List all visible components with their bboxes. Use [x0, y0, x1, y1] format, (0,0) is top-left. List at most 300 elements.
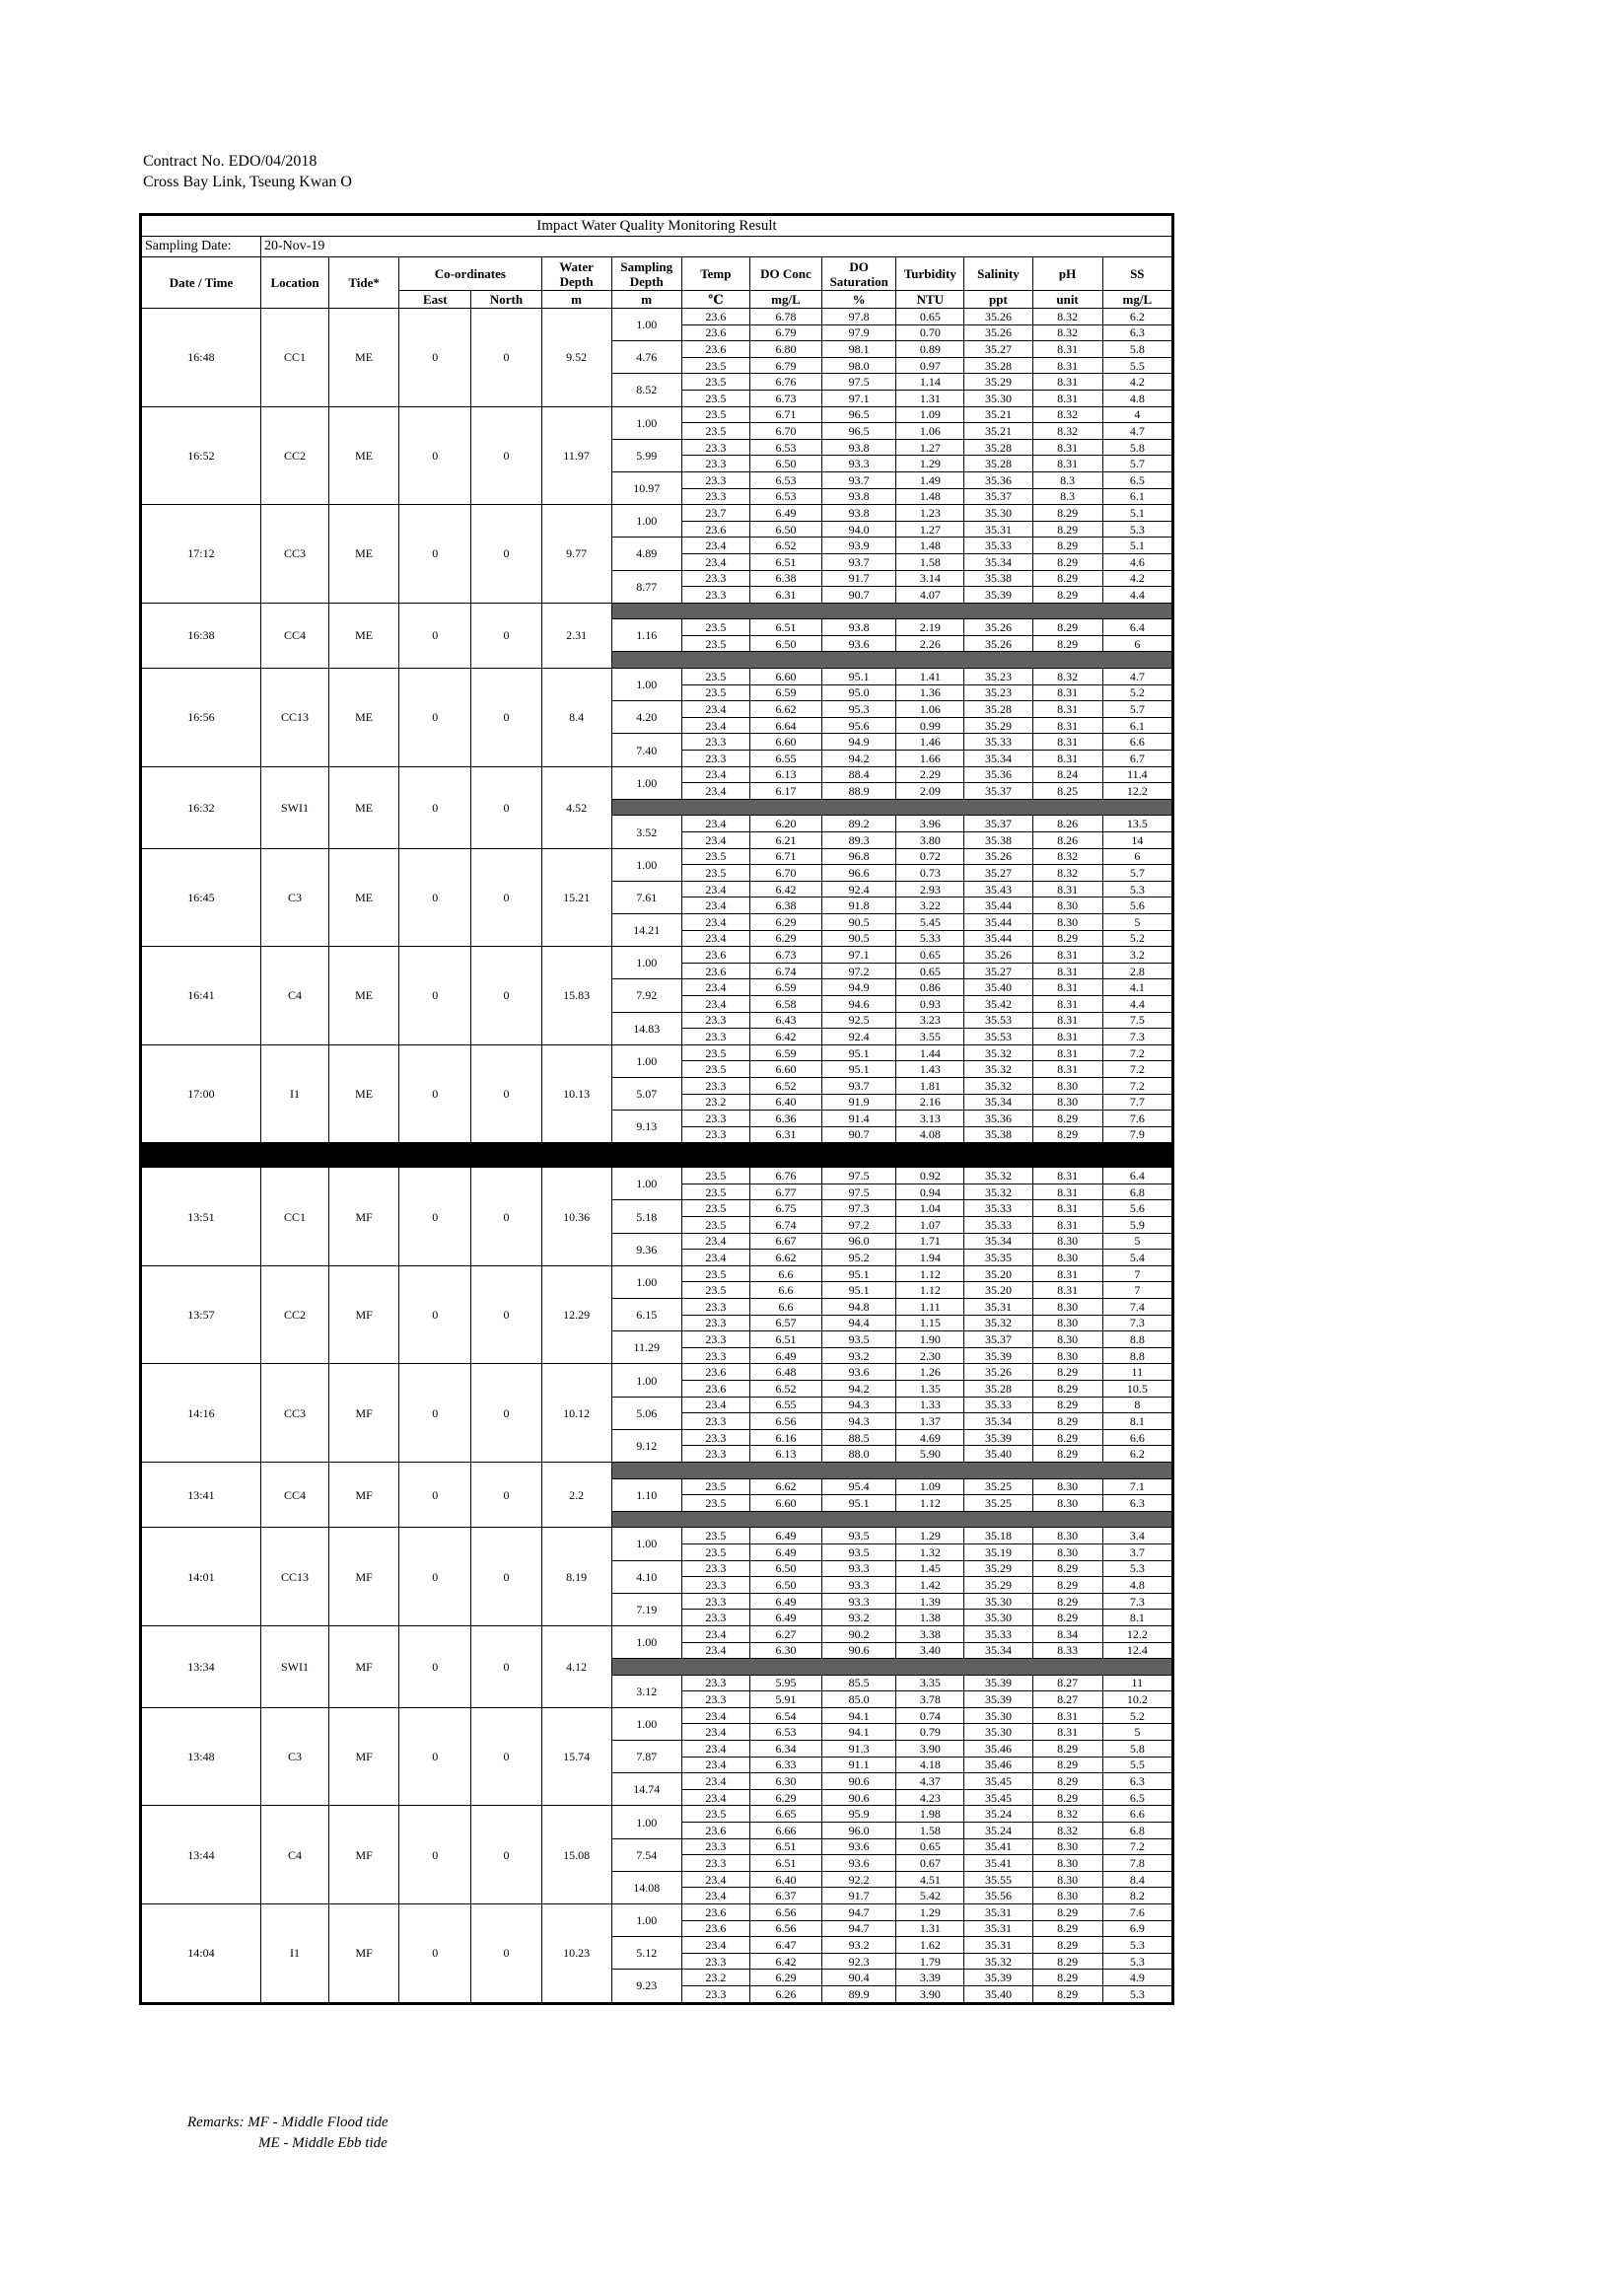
ph-value: 8.30 — [1032, 1838, 1102, 1855]
ss-value: 10.2 — [1102, 1691, 1172, 1708]
temp-value: 23.3 — [681, 1315, 749, 1331]
temp-value: 23.3 — [681, 488, 749, 505]
time-cell: 13:41 — [141, 1462, 261, 1527]
do-conc-value: 6.62 — [749, 1250, 821, 1266]
do-conc-value: 6.49 — [749, 1610, 821, 1626]
do-saturation-value: 93.6 — [822, 635, 896, 652]
do-saturation-value: 90.6 — [822, 1789, 896, 1806]
temp-value: 23.3 — [681, 1691, 749, 1708]
table-row — [141, 1265, 1173, 1282]
sampling-depth-cell: 8.52 — [611, 374, 681, 406]
east-cell: 0 — [399, 1168, 471, 1266]
ss-value: 2.8 — [1102, 963, 1172, 979]
temp-value: 23.3 — [681, 1855, 749, 1872]
do-saturation-value: 93.9 — [822, 538, 896, 554]
turbidity-value: 1.94 — [896, 1250, 964, 1266]
ss-value: 6.9 — [1102, 1920, 1172, 1937]
do-saturation-value: 96.0 — [822, 1233, 896, 1250]
ss-value: 6.6 — [1102, 1806, 1172, 1823]
do-conc-value: 6.62 — [749, 701, 821, 718]
ss-value: 11 — [1102, 1364, 1172, 1381]
ss-value: 7.2 — [1102, 1077, 1172, 1094]
salinity-value: 35.38 — [964, 1126, 1032, 1143]
ss-value: 5.3 — [1102, 1985, 1172, 2003]
project-name: Cross Bay Link, Tseung Kwan O — [143, 174, 352, 190]
do-saturation-value: 94.2 — [822, 751, 896, 767]
temp-value: 23.3 — [681, 1985, 749, 2003]
salinity-value: 35.44 — [964, 913, 1032, 930]
ss-value: 7.1 — [1102, 1478, 1172, 1495]
ss-value: 7 — [1102, 1265, 1172, 1282]
temp-value: 23.5 — [681, 1265, 749, 1282]
ss-value: 5.5 — [1102, 357, 1172, 374]
ss-value: 6.8 — [1102, 1823, 1172, 1839]
tide-separator — [141, 1143, 1173, 1168]
ph-value: 8.29 — [1032, 1560, 1102, 1577]
north-cell: 0 — [471, 1364, 541, 1463]
ss-value: 6.5 — [1102, 471, 1172, 488]
temp-value: 23.4 — [681, 1741, 749, 1758]
ph-value: 8.30 — [1032, 1347, 1102, 1364]
time-cell: 16:48 — [141, 309, 261, 407]
do-conc-value: 6.6 — [749, 1265, 821, 1282]
salinity-value: 35.32 — [964, 1077, 1032, 1094]
ph-value: 8.25 — [1032, 783, 1102, 800]
do-saturation-value: 91.9 — [822, 1094, 896, 1111]
salinity-value: 35.29 — [964, 1577, 1032, 1594]
east-cell: 0 — [399, 1364, 471, 1463]
location-cell: I1 — [260, 1904, 328, 2004]
table-row — [141, 1707, 1173, 1724]
ph-value: 8.31 — [1032, 995, 1102, 1012]
do-saturation-value: 97.1 — [822, 947, 896, 964]
temp-value: 23.5 — [681, 1061, 749, 1078]
turbidity-value: 3.13 — [896, 1111, 964, 1127]
do-saturation-value: 96.5 — [822, 423, 896, 440]
temp-value: 23.6 — [681, 1920, 749, 1937]
ph-value: 8.31 — [1032, 881, 1102, 897]
do-conc-value: 6.33 — [749, 1757, 821, 1773]
do-conc-value: 6.51 — [749, 1838, 821, 1855]
ss-value: 3.2 — [1102, 947, 1172, 964]
ss-value: 7.2 — [1102, 1838, 1172, 1855]
east-cell: 0 — [399, 505, 471, 604]
turbidity-value: 1.62 — [896, 1937, 964, 1954]
sampling-depth-cell: 11.29 — [611, 1331, 681, 1364]
sampling-depth-cell: 9.36 — [611, 1233, 681, 1265]
ph-value: 8.30 — [1032, 897, 1102, 914]
ss-value: 4.2 — [1102, 374, 1172, 391]
temp-value: 23.4 — [681, 913, 749, 930]
ss-value: 8.8 — [1102, 1331, 1172, 1348]
turbidity-value: 1.12 — [896, 1265, 964, 1282]
ss-value: 5.1 — [1102, 505, 1172, 522]
ss-value: 8.1 — [1102, 1413, 1172, 1430]
salinity-value: 35.36 — [964, 1111, 1032, 1127]
tide-cell: ME — [329, 669, 399, 767]
salinity-value: 35.33 — [964, 1200, 1032, 1217]
do-conc-value: 6.51 — [749, 1331, 821, 1348]
turbidity-value: 0.89 — [896, 341, 964, 358]
do-saturation-value: 93.6 — [822, 1364, 896, 1381]
do-conc-value: 6.49 — [749, 505, 821, 522]
turbidity-value: 3.22 — [896, 897, 964, 914]
turbidity-value: 2.09 — [896, 783, 964, 800]
temp-value: 23.3 — [681, 734, 749, 751]
ss-value: 10.5 — [1102, 1381, 1172, 1398]
salinity-value: 35.45 — [964, 1773, 1032, 1790]
ss-value: 5.3 — [1102, 1953, 1172, 1970]
temp-value: 23.3 — [681, 1446, 749, 1463]
ss-value: 7.7 — [1102, 1094, 1172, 1111]
do-conc-value: 5.95 — [749, 1675, 821, 1691]
ph-value: 8.32 — [1032, 865, 1102, 882]
do-conc-value: 6.59 — [749, 979, 821, 996]
ss-value: 5.2 — [1102, 930, 1172, 947]
water-depth-cell: 4.12 — [541, 1625, 611, 1707]
sampling-depth-cell: 1.00 — [611, 1168, 681, 1200]
salinity-value: 35.53 — [964, 1029, 1032, 1045]
tide-cell: MF — [329, 1707, 399, 1806]
col-sampling-depth: Sampling Depth — [611, 257, 681, 291]
ss-value: 5.5 — [1102, 1757, 1172, 1773]
ph-value: 8.29 — [1032, 930, 1102, 947]
salinity-value: 35.32 — [964, 1168, 1032, 1184]
time-cell: 16:32 — [141, 766, 261, 848]
salinity-value: 35.56 — [964, 1888, 1032, 1904]
temp-value: 23.4 — [681, 1397, 749, 1413]
ph-value: 8.29 — [1032, 1985, 1102, 2003]
turbidity-value: 1.12 — [896, 1495, 964, 1512]
do-conc-value: 6.60 — [749, 1061, 821, 1078]
time-cell: 16:38 — [141, 603, 261, 668]
do-saturation-value: 91.1 — [822, 1757, 896, 1773]
turbidity-value: 3.80 — [896, 832, 964, 849]
ph-value: 8.31 — [1032, 1168, 1102, 1184]
turbidity-value: 1.27 — [896, 439, 964, 456]
temp-value: 23.4 — [681, 1642, 749, 1659]
do-saturation-value: 93.3 — [822, 1593, 896, 1610]
do-saturation-value: 93.5 — [822, 1543, 896, 1560]
salinity-value: 35.41 — [964, 1838, 1032, 1855]
salinity-value: 35.40 — [964, 979, 1032, 996]
temp-value: 23.3 — [681, 1429, 749, 1446]
temp-value: 23.3 — [681, 1675, 749, 1691]
do-conc-value: 6.30 — [749, 1642, 821, 1659]
turbidity-value: 5.42 — [896, 1888, 964, 1904]
do-conc-value: 6.60 — [749, 669, 821, 685]
do-conc-value: 6.26 — [749, 1985, 821, 2003]
temp-value: 23.6 — [681, 309, 749, 325]
salinity-value: 35.34 — [964, 1413, 1032, 1430]
temp-value: 23.5 — [681, 848, 749, 865]
ph-value: 8.31 — [1032, 390, 1102, 406]
salinity-value: 35.19 — [964, 1543, 1032, 1560]
salinity-value: 35.30 — [964, 1593, 1032, 1610]
ph-value: 8.31 — [1032, 341, 1102, 358]
sampling-depth-cell: 1.10 — [611, 1478, 681, 1511]
ss-value: 4.6 — [1102, 553, 1172, 570]
time-cell: 16:52 — [141, 406, 261, 505]
do-conc-value: 6.56 — [749, 1920, 821, 1937]
water-depth-cell: 10.36 — [541, 1168, 611, 1266]
do-conc-value: 6.52 — [749, 1381, 821, 1398]
turbidity-value: 1.23 — [896, 505, 964, 522]
ph-value: 8.29 — [1032, 1364, 1102, 1381]
table-row — [141, 766, 1173, 783]
turbidity-value: 1.15 — [896, 1315, 964, 1331]
turbidity-value: 1.46 — [896, 734, 964, 751]
ss-value: 12.2 — [1102, 1625, 1172, 1642]
do-conc-value: 6.31 — [749, 1126, 821, 1143]
ph-value: 8.33 — [1032, 1642, 1102, 1659]
ph-value: 8.30 — [1032, 1543, 1102, 1560]
ph-value: 8.32 — [1032, 1823, 1102, 1839]
ph-value: 8.29 — [1032, 505, 1102, 522]
table-row — [141, 669, 1173, 685]
sampling-depth-cell: 1.00 — [611, 1044, 681, 1077]
turbidity-value: 2.19 — [896, 619, 964, 636]
table-row — [141, 309, 1173, 325]
do-saturation-value: 93.3 — [822, 1577, 896, 1594]
ss-value: 6.5 — [1102, 1789, 1172, 1806]
turbidity-value: 1.29 — [896, 1528, 964, 1544]
temp-value: 23.3 — [681, 1331, 749, 1348]
do-conc-value: 6.20 — [749, 816, 821, 832]
salinity-value: 35.32 — [964, 1044, 1032, 1061]
salinity-value: 35.34 — [964, 1233, 1032, 1250]
sampling-depth-cell: 9.23 — [611, 1970, 681, 2003]
tide-cell: ME — [329, 505, 399, 604]
ph-value: 8.31 — [1032, 717, 1102, 734]
salinity-value: 35.33 — [964, 538, 1032, 554]
do-conc-value: 6.30 — [749, 1773, 821, 1790]
salinity-value: 35.44 — [964, 930, 1032, 947]
sampling-depth-cell: 14.74 — [611, 1773, 681, 1806]
salinity-value: 35.42 — [964, 995, 1032, 1012]
salinity-value: 35.37 — [964, 488, 1032, 505]
ss-value: 5.2 — [1102, 684, 1172, 701]
remark-mf: MF - Middle Flood tide — [247, 2115, 388, 2130]
do-saturation-value: 93.2 — [822, 1937, 896, 1954]
north-cell: 0 — [471, 309, 541, 407]
temp-value: 23.6 — [681, 963, 749, 979]
sampling-depth-cell: 1.00 — [611, 309, 681, 341]
do-saturation-value: 94.9 — [822, 734, 896, 751]
ss-value: 5.8 — [1102, 439, 1172, 456]
sampling-depth-cell: 7.54 — [611, 1838, 681, 1871]
do-saturation-value: 98.1 — [822, 341, 896, 358]
sampling-depth-cell: 1.00 — [611, 947, 681, 979]
water-depth-cell: 12.29 — [541, 1265, 611, 1364]
col-north: North — [471, 291, 541, 309]
sampling-depth-cell: 14.21 — [611, 913, 681, 946]
salinity-value: 35.30 — [964, 1724, 1032, 1741]
ph-value: 8.30 — [1032, 1495, 1102, 1512]
salinity-value: 35.27 — [964, 341, 1032, 358]
temp-value: 23.4 — [681, 1871, 749, 1888]
do-conc-value: 6.29 — [749, 1789, 821, 1806]
ph-value: 8.29 — [1032, 1773, 1102, 1790]
salinity-value: 35.26 — [964, 635, 1032, 652]
ss-value: 6.6 — [1102, 1429, 1172, 1446]
salinity-value: 35.34 — [964, 1094, 1032, 1111]
temp-value: 23.6 — [681, 521, 749, 538]
ph-value: 8.29 — [1032, 1920, 1102, 1937]
do-conc-value: 6.31 — [749, 587, 821, 604]
temp-value: 23.4 — [681, 1724, 749, 1741]
turbidity-value: 1.31 — [896, 1920, 964, 1937]
ss-value: 6.1 — [1102, 488, 1172, 505]
do-saturation-value: 95.6 — [822, 717, 896, 734]
sampling-depth-cell: 7.19 — [611, 1593, 681, 1625]
temp-value: 23.4 — [681, 538, 749, 554]
no-sample-band — [611, 603, 1172, 619]
turbidity-value: 3.38 — [896, 1625, 964, 1642]
do-conc-value: 6.53 — [749, 488, 821, 505]
ph-value: 8.29 — [1032, 1111, 1102, 1127]
ss-value: 13.5 — [1102, 816, 1172, 832]
turbidity-value: 1.12 — [896, 1282, 964, 1299]
col-coordinates: Co-ordinates — [399, 257, 541, 291]
salinity-value: 35.29 — [964, 374, 1032, 391]
do-saturation-value: 94.3 — [822, 1413, 896, 1430]
salinity-value: 35.34 — [964, 751, 1032, 767]
salinity-value: 35.27 — [964, 963, 1032, 979]
ss-value: 5.3 — [1102, 1937, 1172, 1954]
temp-value: 23.4 — [681, 1233, 749, 1250]
do-saturation-value: 94.1 — [822, 1724, 896, 1741]
ph-value: 8.32 — [1032, 324, 1102, 341]
do-saturation-value: 92.5 — [822, 1012, 896, 1029]
ss-value: 5.7 — [1102, 456, 1172, 472]
ph-value: 8.29 — [1032, 1757, 1102, 1773]
ph-value: 8.31 — [1032, 979, 1102, 996]
do-saturation-value: 93.5 — [822, 1331, 896, 1348]
do-saturation-value: 97.5 — [822, 374, 896, 391]
salinity-value: 35.31 — [964, 1904, 1032, 1921]
ph-value: 8.31 — [1032, 963, 1102, 979]
turbidity-value: 3.78 — [896, 1691, 964, 1708]
do-saturation-value: 97.2 — [822, 1217, 896, 1234]
do-conc-value: 6.42 — [749, 1953, 821, 1970]
do-conc-value: 6.49 — [749, 1347, 821, 1364]
water-depth-cell: 2.31 — [541, 603, 611, 668]
no-sample-band — [611, 1659, 1172, 1676]
temp-value: 23.5 — [681, 865, 749, 882]
do-conc-value: 6.29 — [749, 930, 821, 947]
sampling-depth-cell: 1.00 — [611, 1625, 681, 1658]
ph-value: 8.26 — [1032, 816, 1102, 832]
water-depth-cell: 4.52 — [541, 766, 611, 848]
turbidity-value: 1.79 — [896, 1953, 964, 1970]
sampling-depth-cell: 1.00 — [611, 1364, 681, 1397]
do-conc-value: 6.38 — [749, 897, 821, 914]
ph-value: 8.29 — [1032, 1610, 1102, 1626]
temp-value: 23.5 — [681, 635, 749, 652]
time-cell: 17:00 — [141, 1044, 261, 1143]
do-saturation-value: 93.3 — [822, 456, 896, 472]
salinity-value: 35.30 — [964, 505, 1032, 522]
ss-value: 6.3 — [1102, 1773, 1172, 1790]
do-conc-value: 6.6 — [749, 1299, 821, 1316]
salinity-value: 35.33 — [964, 734, 1032, 751]
tide-cell: ME — [329, 766, 399, 848]
ss-value: 6.2 — [1102, 1446, 1172, 1463]
ss-value: 3.7 — [1102, 1543, 1172, 1560]
ph-value: 8.29 — [1032, 1397, 1102, 1413]
do-conc-value: 6.29 — [749, 1970, 821, 1986]
temp-value: 23.5 — [681, 1282, 749, 1299]
ss-value: 5.8 — [1102, 341, 1172, 358]
ph-value: 8.29 — [1032, 1953, 1102, 1970]
ss-value: 3.4 — [1102, 1528, 1172, 1544]
north-cell: 0 — [471, 1806, 541, 1904]
turbidity-value: 0.79 — [896, 1724, 964, 1741]
do-conc-value: 6.16 — [749, 1429, 821, 1446]
do-saturation-value: 97.8 — [822, 309, 896, 325]
do-saturation-value: 88.9 — [822, 783, 896, 800]
ph-value: 8.30 — [1032, 1331, 1102, 1348]
ss-value: 5.6 — [1102, 1200, 1172, 1217]
ss-value: 8.4 — [1102, 1871, 1172, 1888]
ph-value: 8.31 — [1032, 1200, 1102, 1217]
do-saturation-value: 93.2 — [822, 1610, 896, 1626]
col-ph: pH — [1032, 257, 1102, 291]
ph-value: 8.31 — [1032, 734, 1102, 751]
ph-value: 8.29 — [1032, 1970, 1102, 1986]
col-ss: SS — [1102, 257, 1172, 291]
ss-value: 7.3 — [1102, 1029, 1172, 1045]
salinity-value: 35.30 — [964, 390, 1032, 406]
ss-value: 4 — [1102, 406, 1172, 423]
do-conc-value: 6.66 — [749, 1823, 821, 1839]
tide-cell: ME — [329, 309, 399, 407]
north-cell: 0 — [471, 1462, 541, 1527]
ph-value: 8.29 — [1032, 553, 1102, 570]
do-saturation-value: 91.7 — [822, 570, 896, 587]
tide-cell: MF — [329, 1904, 399, 2004]
ss-value: 5.6 — [1102, 897, 1172, 914]
table-body — [141, 309, 1173, 2004]
do-conc-value: 5.91 — [749, 1691, 821, 1708]
do-saturation-value: 94.8 — [822, 1299, 896, 1316]
ss-value: 5 — [1102, 1233, 1172, 1250]
do-conc-value: 6.42 — [749, 881, 821, 897]
ss-value: 7 — [1102, 1282, 1172, 1299]
north-cell: 0 — [471, 1904, 541, 2004]
turbidity-value: 2.30 — [896, 1347, 964, 1364]
do-conc-value: 6.55 — [749, 1397, 821, 1413]
do-saturation-value: 95.1 — [822, 669, 896, 685]
col-turbidity: Turbidity — [896, 257, 964, 291]
temp-value: 23.3 — [681, 1593, 749, 1610]
ph-value: 8.31 — [1032, 456, 1102, 472]
sampling-depth-cell: 4.20 — [611, 701, 681, 734]
turbidity-value: 1.06 — [896, 423, 964, 440]
north-cell: 0 — [471, 1707, 541, 1806]
turbidity-value: 0.70 — [896, 324, 964, 341]
salinity-value: 35.34 — [964, 1642, 1032, 1659]
turbidity-value: 1.04 — [896, 1200, 964, 1217]
temp-value: 23.3 — [681, 1577, 749, 1594]
do-saturation-value: 89.9 — [822, 1985, 896, 2003]
sampling-depth-cell: 3.12 — [611, 1675, 681, 1707]
table-row — [141, 505, 1173, 522]
ph-value: 8.3 — [1032, 488, 1102, 505]
unit-sampling-depth: m — [611, 291, 681, 309]
do-saturation-value: 95.3 — [822, 701, 896, 718]
